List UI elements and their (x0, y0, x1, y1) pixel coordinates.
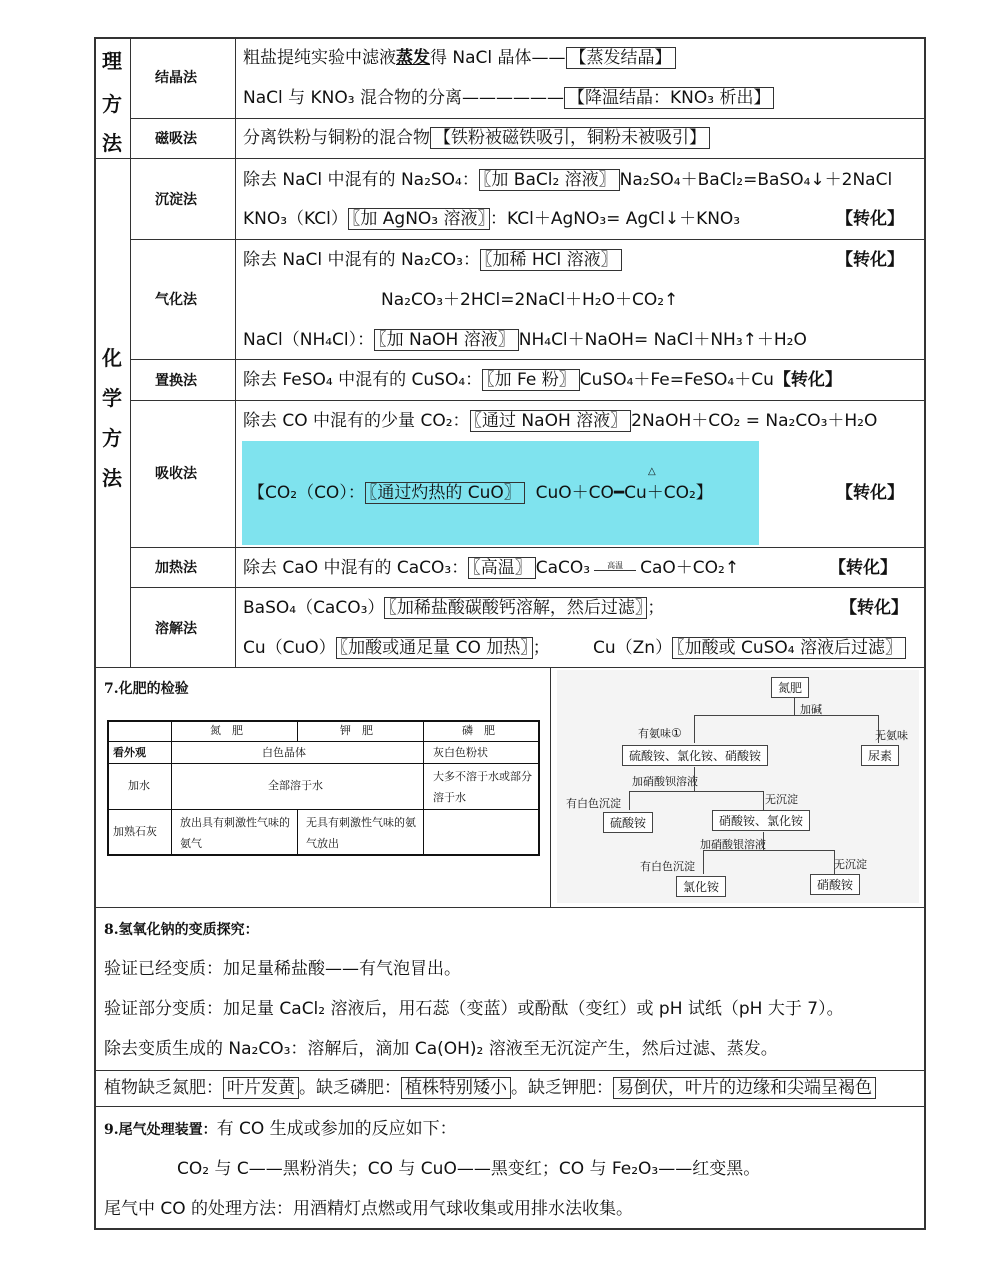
flow-node-chloride: 氯化铵 (676, 876, 726, 897)
flow-step-barium: 加硝酸钡溶液 (632, 775, 698, 788)
absorb-line1: 除去 CO 中混有的少量 CO₂： 〖通过 NaOH 溶液〗 2NaOH＋CO₂ = Na₂CO₃＋H₂O (243, 411, 878, 431)
precip-answer-1: 〖加 BaCl₂ 溶液〗 (479, 169, 620, 191)
flow-label-precip2: 有白色沉淀 (640, 860, 695, 873)
method-absorb-name: 吸收法 (155, 466, 197, 482)
section9-line2: 尾气中 CO 的处理方法：用酒精灯点燃或用气球收集或用排水法收集。 (104, 1199, 634, 1219)
method-replace-name: 置换法 (155, 373, 197, 389)
table-cell-grey-powder: 灰白色粉状 (433, 746, 488, 759)
gas-answer-2: 〖加 NaOH 溶液〗 (374, 329, 519, 351)
flow-node-group1: 硫酸铵、氯化铵、硝酸铵 (622, 745, 768, 766)
section9-heading: 9.尾气处理装置：有 CO 生成或参加的反应如下： (104, 1119, 457, 1139)
precip-tag: 【转化】 (836, 209, 904, 229)
absorb-answer-1: 〖通过 NaOH 溶液〗 (470, 410, 632, 432)
precip-line1: 除去 NaCl 中混有的 Na₂SO₄： 〖加 BaCl₂ 溶液〗 Na₂SO₄＋BaCl₂=BaSO₄↓＋2NaCl (243, 170, 893, 190)
flow-node-nitrogen: 氮肥 (771, 677, 809, 698)
category-physical-1: 理 (102, 49, 122, 73)
deficiency-n: 叶片发黄 (223, 1077, 299, 1099)
section9-title: 9.尾气处理装置： (104, 1122, 217, 1138)
gas-equation: Na₂CO₃＋2HCl=2NaCl＋H₂O＋CO₂↑ (381, 290, 679, 310)
flow-label-nosmell: 无氨味 (875, 729, 908, 742)
category-chemical-1: 化 (102, 346, 122, 370)
section8-line1: 验证已经变质：加足量稀盐酸——有气泡冒出。 (104, 959, 461, 979)
dissolve-answer-2: 〖加酸或通足量 CO 加热〗 (336, 637, 533, 659)
crystal-answer-1: 【蒸发结晶】 (566, 47, 676, 69)
table-row-appearance: 看外观 (113, 746, 146, 759)
magnet-answer: 【铁粉被磁铁吸引，铜粉未被吸引】 (430, 127, 710, 149)
absorb-tag: 【转化】 (836, 483, 904, 503)
method-precip-name: 沉淀法 (155, 192, 197, 208)
section7-title: 7.化肥的检验 (104, 681, 189, 697)
dissolve-answer-1: 〖加稀盐酸碳酸钙溶解，然后过滤〗 (384, 597, 647, 619)
method-heat-name: 加热法 (155, 560, 197, 576)
crystal-line2: NaCl 与 KNO₃ 混合物的分离—————— 【降温结晶：KNO₃ 析出】 (243, 87, 774, 109)
category-physical-3: 法 (102, 131, 122, 155)
section8-title: 8.氢氧化钠的变质探究： (104, 922, 259, 938)
heat-answer: 〖高温〗 (468, 557, 536, 579)
flow-label-noprecip1: 无沉淀 (765, 793, 798, 806)
method-gas-name: 气化法 (155, 292, 197, 308)
absorb-answer-2: 〖通过灼热的 CuO〗 (365, 482, 525, 504)
section9-line1: CO₂ 与 C——黑粉消失；CO 与 CuO——黑变红；CO 与 Fe₂O₃——红变黑。 (177, 1159, 761, 1179)
category-chemical-4: 法 (102, 466, 122, 490)
dissolve-tag: 【转化】 (840, 598, 908, 618)
table-header-potassium: 钾 肥 (340, 724, 373, 737)
absorb-line2: 【CO₂（CO）： 〖通过灼热的 CuO〗 CuO＋CO━Cu＋CO₂】 (248, 483, 713, 503)
category-physical-2: 方 (102, 92, 122, 116)
flow-node-nitrate: 硝酸铵 (810, 874, 860, 895)
magnet-line: 分离铁粉与铜粉的混合物 【铁粉被磁铁吸引，铜粉未被吸引】 (243, 127, 710, 149)
dissolve-line1: BaSO₄（CaCO₃） 〖加稀盐酸碳酸钙溶解，然后过滤〗 ； (243, 598, 665, 618)
table-cell-ammonia: 放出具有刺激性气味的氨气 (180, 816, 290, 850)
table-cell-insoluble: 大多不溶于水或部分溶于水 (433, 770, 532, 804)
gas-answer-1: 〖加稀 HCl 溶液〗 (480, 249, 622, 271)
table-header-phosphorus: 磷 肥 (462, 724, 495, 737)
dissolve-line2a: Cu（CuO） 〖加酸或通足量 CO 加热〗 ； (243, 638, 550, 658)
table-cell-all-soluble: 全部溶于水 (268, 779, 323, 792)
flow-node-group2: 硝酸铵、氯化铵 (712, 810, 810, 831)
heat-tag: 【转化】 (829, 558, 897, 578)
gas-line3: NaCl（NH₄Cl）： 〖加 NaOH 溶液〗 NH₄Cl＋NaOH= NaCl＋NH₃↑＋H₂O (243, 330, 807, 350)
method-magnet-name: 磁吸法 (155, 131, 197, 147)
replace-answer: 〖加 Fe 粉〗 (482, 369, 580, 391)
crystal-line1: 粗盐提纯实验中滤液蒸发得 NaCl 晶体—— 【蒸发结晶】 (243, 47, 676, 69)
flow-node-urea: 尿素 (861, 745, 899, 766)
flow-step-alkali: 加碱 (800, 703, 822, 716)
precip-line2: KNO₃（KCl） 〖加 AgNO₃ 溶液〗 ：KCl＋AgNO₃= AgCl↓＋KNO₃ (243, 209, 741, 229)
gas-tag: 【转化】 (836, 250, 904, 270)
method-dissolve-name: 溶解法 (155, 621, 197, 637)
flow-step-silver: 加硝酸银溶液 (700, 838, 766, 851)
heat-condition: 高温 (594, 561, 636, 571)
dissolve-line2b: Cu（Zn） 〖加酸或 CuSO₄ 溶液后过滤〗 (593, 637, 906, 659)
deficiency-line: 植物缺乏氮肥： 叶片发黄 。缺乏磷肥： 植株特别矮小 。缺乏钾肥： 易倒伏，叶片的边缘和尖端呈褐色 (104, 1077, 876, 1099)
flow-node-sulfate: 硫酸铵 (603, 812, 653, 833)
gas-line1: 除去 NaCl 中混有的 Na₂CO₃： 〖加稀 HCl 溶液〗 (243, 249, 622, 271)
dissolve-answer-3: 〖加酸或 CuSO₄ 溶液后过滤〗 (672, 637, 906, 659)
deficiency-k: 易倒伏，叶片的边缘和尖端呈褐色 (613, 1077, 876, 1099)
section8-line3: 除去变质生成的 Na₂CO₃：溶解后，滴加 Ca(OH)₂ 溶液至无沉淀产生，然后过滤、蒸发。 (104, 1039, 778, 1059)
flow-label-smell: 有氨味① (638, 726, 682, 740)
replace-line: 除去 FeSO₄ 中混有的 CuSO₄： 〖加 Fe 粉〗 CuSO₄＋Fe=FeSO₄＋Cu【转化】 (243, 370, 842, 390)
table-row-lime: 加熟石灰 (113, 825, 157, 838)
category-chemical-2: 学 (102, 386, 122, 410)
precip-answer-2: 〖加 AgNO₃ 溶液〗 (348, 208, 490, 230)
heat-line: 除去 CaO 中混有的 CaCO₃： 〖高温〗 CaCO₃ 高温 CaO＋CO₂↑ (243, 558, 740, 578)
section8-line2: 验证部分变质：加足量 CaCl₂ 溶液后，用石蕊（变蓝）或酚酞（变红）或 pH 试纸（pH 大于 7）。 (104, 999, 844, 1019)
table-row-water: 加水 (128, 779, 150, 792)
table-cell-white-crystal: 白色晶体 (262, 746, 306, 759)
category-chemical-3: 方 (102, 426, 122, 450)
flow-label-precip1: 有白色沉淀 (566, 797, 621, 810)
flow-label-noprecip2: 无沉淀 (834, 858, 867, 871)
deficiency-p: 植株特别矮小 (401, 1077, 511, 1099)
crystal-answer-2: 【降温结晶：KNO₃ 析出】 (564, 87, 774, 109)
method-crystal-name: 结晶法 (155, 70, 197, 86)
table-header-nitrogen: 氮 肥 (210, 724, 243, 737)
absorb-condition: △ (648, 466, 656, 477)
table-cell-no-ammonia: 无具有刺激性气味的氨气放出 (306, 816, 416, 850)
